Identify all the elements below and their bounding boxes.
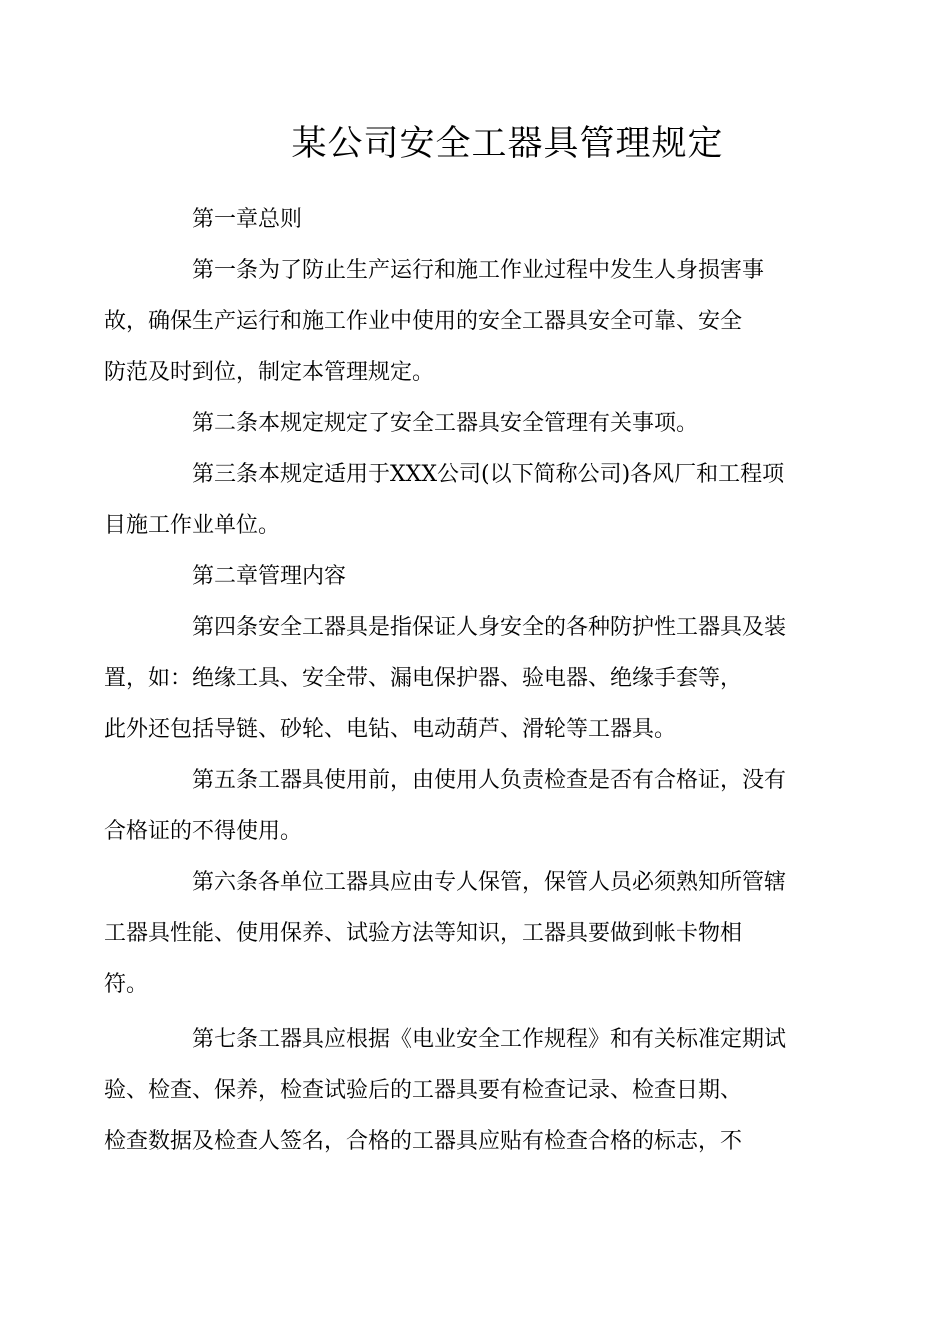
text-line: 检查数据及检查人签名，合格的工器具应贴有检查合格的标志，不 xyxy=(104,1129,743,1154)
text-line: 第一条为了防止生产运行和施工作业过程中发生人身损害事 xyxy=(192,258,765,283)
article-6 xyxy=(104,857,808,1010)
text-line: 符。 xyxy=(104,972,149,997)
text-line: 第二条本规定规定了安全工器具安全管理有关事项。 xyxy=(192,411,699,436)
text-line: 第四条安全工器具是指保证人身安全的各种防护性工器具及装 xyxy=(192,615,787,640)
text-line: 此外还包括导链、砂轮、电钻、电动葫芦、滑轮等工器具。 xyxy=(104,717,677,742)
chapter-heading-1 xyxy=(148,194,808,245)
article-3 xyxy=(104,449,808,551)
text-line: 工器具性能、使用保养、试验方法等知识，工器具要做到帐卡物相 xyxy=(104,921,743,946)
article-2 xyxy=(148,398,808,449)
text-line: 第二章管理内容 xyxy=(192,564,347,589)
text-line: 第一章总则 xyxy=(192,207,303,232)
text-line: 合格证的不得使用。 xyxy=(104,819,303,844)
text-line: 置，如：绝缘工具、安全带、漏电保护器、验电器、绝缘手套等， xyxy=(104,666,743,691)
chapter-heading-2 xyxy=(148,551,808,602)
text-line: 故，确保生产运行和施工作业中使用的安全工器具安全可靠、安全 xyxy=(104,309,743,334)
text-line: 目施工作业单位。 xyxy=(104,513,281,538)
document-title: 某公司安全工器具管理规定 xyxy=(291,124,724,164)
article-1 xyxy=(104,245,808,398)
text-line: 第五条工器具使用前，由使用人负责检查是否有合格证，没有 xyxy=(192,768,787,793)
text-line: 第六条各单位工器具应由专人保管，保管人员必须熟知所管辖 xyxy=(192,870,787,895)
document-body xyxy=(104,194,808,1167)
article-5 xyxy=(104,755,808,857)
text-line: 防范及时到位，制定本管理规定。 xyxy=(104,360,435,385)
text-line: 第七条工器具应根据《电业安全工作规程》和有关标准定期试 xyxy=(192,1027,787,1052)
text-line: 验、检查、保养，检查试验后的工器具要有检查记录、检查日期、 xyxy=(104,1078,743,1103)
article-4 xyxy=(104,602,808,755)
article-7 xyxy=(104,1014,808,1167)
text-line: 第三条本规定适用于XXX公司(以下简称公司)各风厂和工程项 xyxy=(192,462,785,487)
